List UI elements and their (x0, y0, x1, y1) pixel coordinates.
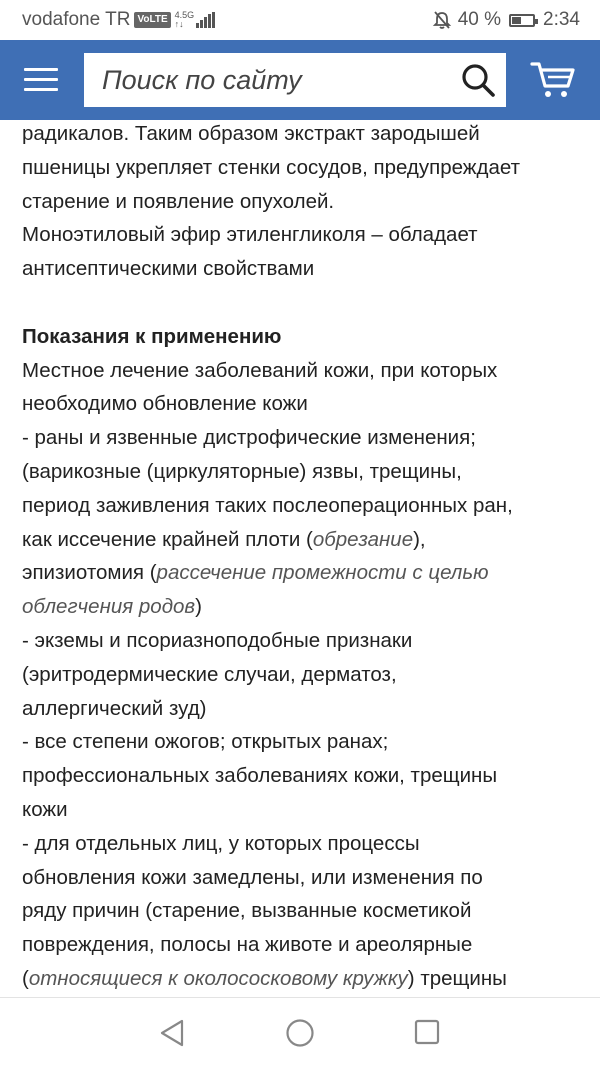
text-line (22, 590, 582, 624)
text-segment: ) (195, 595, 202, 619)
text-line: пшеницы укрепляет стенки сосудов, предупреждает (22, 155, 520, 179)
recent-apps-square-icon[interactable] (414, 1019, 440, 1045)
home-circle-icon[interactable] (285, 1018, 315, 1048)
italic-term: облегчения родов (22, 595, 196, 619)
text-line: (эритродермические случаи, дерматоз, (22, 662, 397, 686)
text-line: радикалов. Таким образом экстракт зародышей (22, 122, 480, 145)
text-segment: эпизиотомия ( (22, 561, 157, 585)
status-bar-left (22, 9, 216, 31)
text-line: повреждения, полосы на животе и ареолярные (22, 933, 473, 957)
text-line: аллергический зуд) (22, 696, 207, 720)
back-triangle-icon[interactable] (158, 1018, 186, 1048)
network-type (175, 11, 195, 29)
section-heading: Показания к применению (22, 324, 282, 348)
text-segment: ), (413, 527, 426, 551)
text-line: - все степени ожогов; открытых ранах; (22, 730, 389, 754)
system-nav-bar (0, 997, 600, 1066)
text-line: Моноэтиловый эфир этиленгликоля – обладает (22, 223, 478, 247)
text-line: обновления кожи замедлены, или изменения по (22, 865, 483, 889)
status-bar (0, 0, 600, 40)
text-line (22, 556, 582, 590)
site-header (0, 40, 600, 120)
network-activity: ↑↓ (174, 19, 184, 29)
italic-term: относящиеся к околососковому кружку (28, 966, 408, 990)
italic-term: рассечение промежности с целью (156, 561, 489, 585)
text-line: кожи (22, 797, 68, 821)
text-line: ряду причин (старение, вызванные косметикой (22, 899, 472, 923)
text-line: - экземы и псориазноподобные признаки (22, 628, 413, 652)
text-line: старение и появление опухолей. (22, 189, 335, 213)
text-line: необходимо обновление кожи (22, 392, 308, 416)
text-line: - раны и язвенные дистрофические изменения; (22, 426, 476, 450)
text-line: Местное лечение заболеваний кожи, при которых (22, 358, 498, 382)
search-box (84, 53, 506, 107)
text-segment: ( (22, 966, 29, 990)
search-icon[interactable] (460, 62, 496, 98)
text-line: профессиональных заболеваниях кожи, трещины (22, 764, 498, 788)
text-line: (варикозные (циркуляторные) язвы, трещины, (22, 459, 462, 483)
carrier-name: vodafone TR (22, 9, 131, 30)
volte-badge: VoLTE (134, 12, 170, 28)
text-line (22, 962, 582, 996)
text-segment: ) трещины (407, 966, 507, 990)
paragraph-spacer (22, 286, 582, 320)
text-line: - для отдельных лиц, у которых процессы (22, 831, 420, 855)
text-line: период заживления таких послеоперационных ран, (22, 493, 513, 517)
status-bar-right (432, 9, 580, 31)
signal-icon (196, 12, 216, 28)
network-type-label: 4.5G (174, 10, 195, 20)
text-segment: как иссечение крайней плоти ( (22, 527, 313, 551)
text-line (22, 523, 582, 557)
search-input[interactable] (84, 53, 444, 107)
article-content (22, 117, 582, 997)
text-line: антисептическими свойствами (22, 257, 315, 281)
italic-term: обрезание (312, 527, 414, 551)
battery-icon (509, 14, 535, 27)
clock: 2:34 (543, 9, 580, 30)
battery-fill (512, 17, 521, 24)
hamburger-menu-icon[interactable] (24, 68, 58, 92)
cart-icon[interactable] (530, 60, 576, 100)
alarm-off-icon (432, 10, 452, 30)
battery-percent: 40 % (457, 9, 502, 30)
